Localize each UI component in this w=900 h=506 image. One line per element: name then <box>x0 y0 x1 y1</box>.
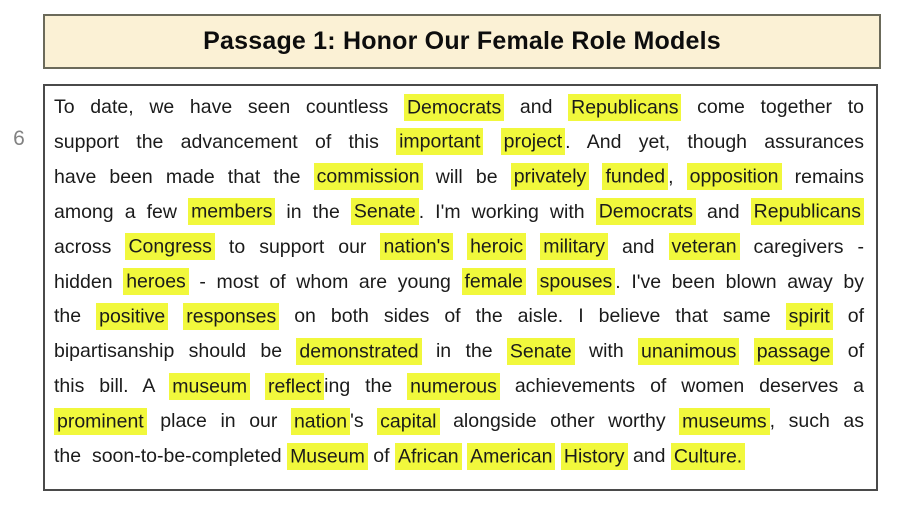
passage-line <box>54 230 864 265</box>
highlighted-text: museum <box>169 373 250 400</box>
plain-text: hidden <box>54 270 124 293</box>
plain-text: among a few <box>54 200 189 223</box>
plain-text: place in our <box>146 410 291 433</box>
plain-text: of <box>833 340 865 363</box>
plain-text: on both sides of the aisle. I believe that same <box>279 305 786 328</box>
plain-text <box>739 340 753 362</box>
plain-text: and <box>607 235 669 258</box>
highlighted-text: funded <box>602 163 668 190</box>
plain-text: , such as <box>769 410 864 433</box>
highlighted-text: unanimous <box>638 338 739 365</box>
plain-text: . I've been blown away by <box>615 270 864 293</box>
highlighted-text: spouses <box>537 268 616 295</box>
passage-line <box>54 125 864 160</box>
plain-text <box>168 305 183 327</box>
plain-text <box>526 271 537 293</box>
plain-text: and <box>695 200 751 223</box>
highlighted-text: positive <box>96 303 168 330</box>
highlighted-text: military <box>540 233 608 260</box>
highlighted-text: Democrats <box>596 198 696 225</box>
highlighted-text: privately <box>511 163 590 190</box>
plain-text: caregivers - <box>739 235 865 258</box>
highlighted-text: Republicans <box>751 198 864 225</box>
highlighted-text: Museum <box>287 443 368 470</box>
highlighted-text: prominent <box>54 408 147 435</box>
plain-text: of <box>832 305 865 328</box>
plain-text <box>526 236 540 258</box>
highlighted-text: commission <box>314 163 423 190</box>
passage-title: Passage 1: Honor Our Female Role Models <box>203 27 721 55</box>
passage-header-box <box>43 14 881 69</box>
plain-text: in the <box>421 340 507 363</box>
highlighted-text: Democrats <box>404 94 504 121</box>
highlighted-text: heroic <box>467 233 526 260</box>
plain-text: with <box>574 340 638 363</box>
highlighted-text: responses <box>183 303 279 330</box>
highlighted-text: Senate <box>351 198 419 225</box>
plain-text: of <box>367 445 395 468</box>
plain-text: - most of whom are young <box>188 270 462 293</box>
plain-text: . I'm working with <box>418 200 596 223</box>
plain-text: will be <box>422 165 511 188</box>
plain-text <box>483 131 500 153</box>
passage-line <box>54 90 864 125</box>
plain-text: alongside other worthy <box>439 410 680 433</box>
passage-line <box>54 334 864 369</box>
plain-text <box>250 375 265 397</box>
plain-text: and <box>504 96 569 118</box>
highlighted-text: reflect <box>265 373 324 400</box>
plain-text: support the advancement of this <box>54 130 397 153</box>
highlighted-text: passage <box>754 338 834 365</box>
highlighted-text: spirit <box>786 303 833 330</box>
plain-text: the soon-to-be-completed <box>54 445 288 468</box>
highlighted-text: opposition <box>687 163 782 190</box>
plain-text: achievements of women deserves a <box>499 375 865 398</box>
passage-line <box>54 195 864 230</box>
highlighted-text: museums <box>679 408 770 435</box>
highlighted-text: History <box>561 443 628 470</box>
plain-text <box>453 236 467 258</box>
passage-text-box <box>43 84 878 491</box>
highlighted-text: Republicans <box>568 94 681 121</box>
passage-line <box>54 404 864 439</box>
highlighted-text: Culture. <box>671 443 745 470</box>
passage-line <box>54 439 864 474</box>
passage-line <box>54 265 864 300</box>
highlighted-text: heroes <box>123 268 189 295</box>
plain-text: and <box>627 445 671 468</box>
highlighted-text: nation <box>291 408 350 435</box>
highlighted-text: important <box>396 128 483 155</box>
highlighted-text: Senate <box>507 338 575 365</box>
plain-text: remains <box>781 165 864 188</box>
highlighted-text: female <box>462 268 527 295</box>
plain-text: , <box>668 165 687 188</box>
paragraph-number: 6 <box>13 127 25 150</box>
highlighted-text: project <box>501 128 566 155</box>
plain-text: ing the <box>324 375 408 398</box>
plain-text: in the <box>275 200 351 223</box>
highlighted-text: demonstrated <box>296 338 421 365</box>
highlighted-text: Congress <box>125 233 214 260</box>
plain-text: to support our <box>214 235 381 258</box>
plain-text: come together to <box>681 96 864 118</box>
highlighted-text: capital <box>377 408 439 435</box>
highlighted-text: members <box>188 198 275 225</box>
highlighted-text: veteran <box>669 233 740 260</box>
plain-text: To date, we have seen countless <box>54 96 404 118</box>
highlighted-text: African <box>395 443 462 470</box>
highlighted-text: numerous <box>407 373 500 400</box>
passage-line <box>54 160 864 195</box>
plain-text: 's <box>350 410 378 433</box>
plain-text: have been made that the <box>54 165 314 188</box>
highlighted-text: American <box>467 443 555 470</box>
passage-line <box>54 299 864 334</box>
plain-text <box>589 166 602 188</box>
passage-line <box>54 369 864 404</box>
plain-text: bipartisanship should be <box>54 340 297 363</box>
highlighted-text: nation's <box>380 233 453 260</box>
plain-text: . And yet, though assurances <box>565 130 864 153</box>
plain-text: the <box>54 305 97 328</box>
plain-text: this bill. A <box>54 375 170 398</box>
plain-text: across <box>54 235 126 258</box>
passage-text <box>54 90 864 474</box>
